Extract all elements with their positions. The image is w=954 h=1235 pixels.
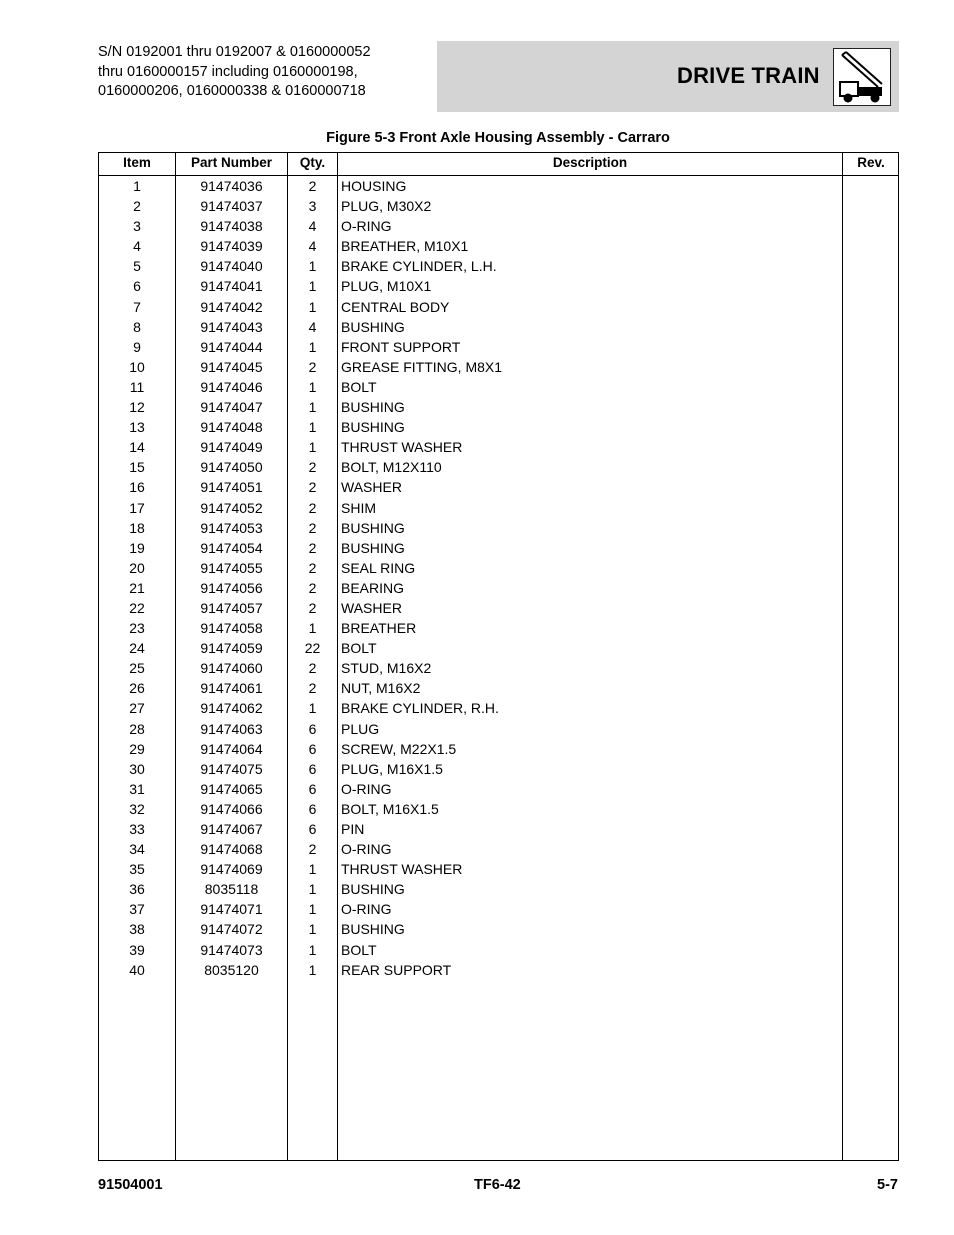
description-cell: O-RING: [341, 901, 392, 918]
table-row: [99, 578, 898, 598]
description-cell: BOLT: [341, 941, 377, 958]
item-cell: 18: [129, 519, 145, 536]
description-cell: WASHER: [341, 599, 402, 616]
table-row: [99, 558, 898, 578]
qty-cell: 1: [308, 378, 317, 395]
qty-cell: 4: [308, 218, 317, 235]
qty-cell: 1: [308, 399, 317, 416]
item-cell: 30: [129, 760, 145, 777]
part-number-cell: 91474066: [200, 800, 263, 817]
qty-cell: 1: [308, 298, 317, 315]
table-row: [99, 297, 898, 317]
item-cell: 34: [129, 841, 145, 858]
description-cell: HOUSING: [341, 178, 407, 194]
item-cell: 27: [129, 700, 145, 717]
table-row: [99, 618, 898, 638]
part-number-cell: 91474039: [200, 238, 263, 255]
item-cell: 21: [129, 579, 145, 596]
description-cell: GREASE FITTING, M8X1: [341, 358, 503, 375]
part-number-cell: 91474073: [200, 941, 263, 958]
column-header-qty: Qty.: [299, 155, 326, 170]
qty-cell: 1: [308, 620, 317, 637]
table-row: [99, 276, 898, 296]
part-number-cell: 91474065: [200, 780, 263, 797]
qty-cell: 1: [308, 861, 317, 878]
serial-line: S/N 0192001 thru 0192007 & 0160000052: [98, 44, 371, 60]
parts-table: [98, 152, 899, 1161]
part-number-cell: 91474075: [200, 760, 263, 777]
description-cell: BOLT, M16X1.5: [341, 800, 439, 817]
item-cell: 35: [129, 861, 145, 878]
description-cell: BUSHING: [341, 419, 405, 436]
footer-page-number: 5-7: [877, 1177, 898, 1193]
qty-cell: 2: [308, 519, 317, 536]
table-row: [99, 236, 898, 256]
item-cell: 6: [133, 278, 141, 295]
description-cell: BUSHING: [341, 318, 405, 335]
telehandler-icon: [833, 48, 891, 106]
item-cell: 36: [129, 881, 145, 898]
qty-cell: 1: [308, 419, 317, 436]
item-cell: 14: [129, 439, 145, 456]
table-row: [99, 598, 898, 618]
qty-cell: 2: [308, 499, 317, 516]
table-row: [99, 498, 898, 518]
part-number-cell: 91474038: [200, 218, 263, 235]
qty-cell: 6: [308, 760, 317, 777]
table-row: [99, 337, 898, 357]
part-number-cell: 91474061: [200, 680, 263, 697]
footer-part-number: 91504001: [98, 1177, 163, 1193]
item-cell: 17: [129, 499, 145, 516]
item-cell: 12: [129, 399, 145, 416]
table-row: [99, 698, 898, 718]
part-number-cell: 8035118: [204, 881, 259, 898]
item-cell: 22: [129, 599, 145, 616]
description-cell: BREATHER: [341, 620, 417, 637]
qty-cell: 4: [308, 238, 317, 255]
description-cell: THRUST WASHER: [341, 861, 463, 878]
part-number-cell: 91474049: [200, 439, 263, 456]
item-cell: 3: [133, 218, 141, 235]
part-number-cell: 91474067: [200, 821, 263, 837]
serial-line: thru 0160000157 including 0160000198,: [98, 63, 358, 80]
table-row: [99, 518, 898, 538]
description-cell: REAR SUPPORT: [341, 961, 452, 978]
table-row: [99, 417, 898, 437]
description-cell: STUD, M16X2: [341, 660, 432, 677]
qty-cell: 1: [308, 278, 317, 295]
footer-model: TF6-42: [474, 1177, 521, 1193]
description-cell: PLUG: [341, 720, 380, 737]
item-cell: 24: [129, 640, 145, 657]
part-number-cell: 91474048: [200, 419, 263, 436]
item-cell: 8: [133, 318, 141, 335]
qty-cell: 1: [308, 338, 317, 355]
part-number-cell: 91474072: [200, 921, 263, 938]
qty-cell: 2: [308, 459, 317, 476]
description-cell: PLUG, M30X2: [341, 198, 432, 215]
item-cell: 38: [129, 921, 145, 938]
qty-cell: 1: [308, 439, 317, 456]
description-cell: BOLT, M12X110: [341, 459, 442, 476]
table-row: [99, 678, 898, 698]
part-number-cell: 91474047: [200, 399, 263, 416]
part-number-cell: 91474041: [200, 278, 263, 295]
qty-cell: 2: [308, 599, 317, 616]
item-cell: 31: [129, 780, 145, 797]
description-cell: BEARING: [341, 579, 405, 596]
item-cell: 2: [133, 198, 141, 215]
table-row: [99, 719, 898, 739]
table-row: [99, 638, 898, 658]
item-cell: 4: [133, 238, 141, 255]
part-number-cell: 91474069: [200, 861, 263, 878]
part-number-cell: 91474042: [200, 298, 263, 315]
part-number-cell: 91474051: [200, 479, 263, 496]
description-cell: O-RING: [341, 841, 392, 858]
item-cell: 23: [129, 620, 145, 637]
table-row: [99, 879, 898, 899]
description-cell: SEAL RING: [341, 559, 416, 576]
qty-cell: 3: [308, 198, 317, 215]
qty-cell: 2: [308, 178, 317, 194]
part-number-cell: 91474059: [200, 640, 263, 657]
part-number-cell: 91474036: [200, 178, 263, 194]
qty-cell: 6: [308, 720, 317, 737]
item-cell: 25: [129, 660, 145, 677]
description-cell: CENTRAL BODY: [341, 298, 450, 315]
description-cell: BUSHING: [341, 519, 405, 536]
part-number-cell: 91474044: [200, 338, 263, 355]
figure-title: Figure 5-3 Front Axle Housing Assembly - Carraro: [326, 130, 670, 146]
qty-cell: 2: [308, 680, 317, 697]
description-cell: SCREW, M22X1.5: [341, 740, 457, 757]
description-cell: O-RING: [341, 780, 392, 797]
description-cell: PLUG, M16X1.5: [341, 760, 443, 777]
part-number-cell: 91474060: [200, 660, 263, 677]
table-row: [99, 176, 898, 196]
table-row: [99, 960, 898, 980]
table-row: [99, 216, 898, 236]
description-cell: BREATHER, M10X1: [341, 238, 469, 255]
table-row: [99, 759, 898, 779]
table-row: [99, 457, 898, 477]
part-number-cell: 91474068: [200, 841, 263, 858]
qty-cell: 1: [308, 901, 317, 918]
qty-cell: 22: [304, 640, 321, 657]
table-row: [99, 940, 898, 960]
item-cell: 1: [133, 178, 141, 194]
item-cell: 10: [129, 358, 145, 375]
table-row: [99, 538, 898, 558]
part-number-cell: 91474062: [200, 700, 263, 717]
part-number-cell: 91474063: [200, 720, 263, 737]
table-row: [99, 819, 898, 839]
qty-cell: 1: [308, 961, 317, 978]
description-cell: BUSHING: [341, 399, 405, 416]
column-header-part-number: Part Number: [190, 155, 273, 170]
serial-number-block: [98, 43, 428, 102]
part-number-cell: 91474057: [200, 599, 263, 616]
item-cell: 39: [129, 941, 145, 958]
description-cell: WASHER: [341, 479, 402, 496]
part-number-cell: 91474071: [200, 901, 263, 918]
part-number-cell: 91474054: [200, 539, 263, 556]
description-cell: THRUST WASHER: [341, 439, 463, 456]
part-number-cell: 91474058: [200, 620, 263, 637]
item-cell: 5: [133, 258, 141, 275]
item-cell: 15: [129, 459, 145, 476]
qty-cell: 1: [308, 921, 317, 938]
item-cell: 20: [129, 559, 145, 576]
table-row: [99, 899, 898, 919]
description-cell: BRAKE CYLINDER, R.H.: [341, 700, 499, 717]
item-cell: 33: [129, 821, 145, 837]
part-number-cell: 91474043: [200, 318, 263, 335]
qty-cell: 6: [308, 780, 317, 797]
serial-line: 0160000206, 0160000338 & 0160000718: [98, 83, 366, 99]
qty-cell: 1: [308, 881, 317, 898]
qty-cell: 2: [308, 539, 317, 556]
item-cell: 37: [129, 901, 145, 918]
table-row: [99, 397, 898, 417]
qty-cell: 2: [308, 479, 317, 496]
qty-cell: 1: [308, 700, 317, 717]
description-cell: BUSHING: [341, 921, 405, 938]
item-cell: 16: [129, 479, 145, 496]
description-cell: BOLT: [341, 640, 377, 657]
table-row: [99, 839, 898, 859]
part-number-cell: 91474040: [200, 258, 263, 275]
description-cell: BOLT: [341, 378, 377, 395]
qty-cell: 2: [308, 358, 317, 375]
description-cell: PLUG, M10X1: [341, 278, 432, 295]
table-row: [99, 799, 898, 819]
qty-cell: 2: [308, 841, 317, 858]
description-cell: O-RING: [341, 218, 392, 235]
description-cell: FRONT SUPPORT: [341, 338, 461, 355]
table-body: [99, 176, 898, 980]
table-row: [99, 477, 898, 497]
column-header-description: Description: [552, 155, 628, 170]
item-cell: 28: [129, 720, 145, 737]
qty-cell: 1: [308, 941, 317, 958]
part-number-cell: 91474055: [200, 559, 263, 576]
description-cell: SHIM: [341, 499, 376, 516]
description-cell: BUSHING: [341, 881, 405, 898]
description-cell: PIN: [341, 821, 365, 837]
part-number-cell: 91474037: [200, 198, 263, 215]
column-header-rev: Rev.: [857, 155, 885, 170]
part-number-cell: 91474056: [200, 579, 263, 596]
item-cell: 19: [129, 539, 145, 556]
table-row: [99, 739, 898, 759]
table-row: [99, 658, 898, 678]
qty-cell: 2: [308, 660, 317, 677]
part-number-cell: 8035120: [204, 961, 259, 978]
qty-cell: 6: [308, 800, 317, 817]
item-cell: 11: [129, 378, 145, 395]
qty-cell: 2: [308, 579, 317, 596]
part-number-cell: 91474052: [200, 499, 263, 516]
item-cell: 26: [129, 680, 145, 697]
qty-cell: 1: [308, 258, 317, 275]
table-row: [99, 196, 898, 216]
description-cell: BUSHING: [341, 539, 405, 556]
item-cell: 13: [129, 419, 145, 436]
qty-cell: 2: [308, 559, 317, 576]
item-cell: 29: [129, 740, 145, 757]
table-row: [99, 377, 898, 397]
column-header-item: Item: [123, 155, 151, 170]
part-number-cell: 91474064: [200, 740, 263, 757]
item-cell: 40: [129, 961, 145, 978]
table-row: [99, 317, 898, 337]
section-banner: [437, 41, 899, 112]
table-row: [99, 256, 898, 276]
part-number-cell: 91474046: [200, 378, 263, 395]
item-cell: 9: [133, 338, 141, 355]
qty-cell: 4: [308, 318, 317, 335]
description-cell: BRAKE CYLINDER, L.H.: [341, 258, 497, 275]
table-row: [99, 357, 898, 377]
table-row: [99, 859, 898, 879]
part-number-cell: 91474050: [200, 459, 263, 476]
description-cell: NUT, M16X2: [341, 680, 421, 697]
table-row: [99, 919, 898, 939]
table-row: [99, 779, 898, 799]
item-cell: 7: [133, 298, 141, 315]
qty-cell: 6: [308, 740, 317, 757]
table-row: [99, 437, 898, 457]
qty-cell: 6: [308, 821, 317, 837]
item-cell: 32: [129, 800, 145, 817]
part-number-cell: 91474053: [200, 519, 263, 536]
part-number-cell: 91474045: [200, 358, 263, 375]
section-title: DRIVE TRAIN: [677, 63, 820, 88]
